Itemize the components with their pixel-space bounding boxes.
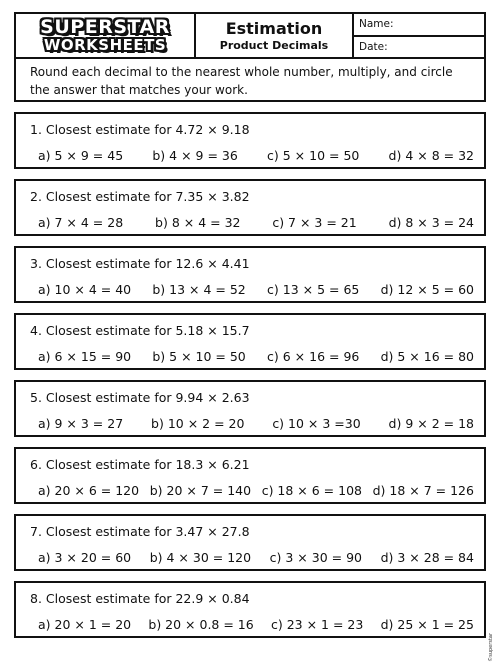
answer-option[interactable]: d) 18 × 7 = 126 <box>372 483 474 498</box>
problem-list <box>14 112 486 638</box>
name-field[interactable]: Name: <box>354 14 484 37</box>
worksheet <box>14 12 486 637</box>
answer-option[interactable]: c) 3 × 30 = 90 <box>269 550 362 565</box>
answer-option[interactable]: a) 6 × 15 = 90 <box>38 349 132 364</box>
problem-question: 1. Closest estimate for 4.72 × 9.18 <box>30 122 250 137</box>
answer-option[interactable]: d) 8 × 3 = 24 <box>388 215 474 230</box>
logo-line2: WORKSHEETS <box>43 35 167 54</box>
answer-option[interactable]: c) 6 × 16 = 96 <box>267 349 360 364</box>
copyright-note: ©superstar <box>488 633 494 662</box>
answer-option[interactable]: a) 5 × 9 = 45 <box>38 148 124 163</box>
page-subtitle: Product Decimals <box>219 38 329 52</box>
answer-option[interactable]: c) 5 × 10 = 50 <box>267 148 360 163</box>
answer-options <box>38 550 474 565</box>
answer-options <box>38 617 474 632</box>
page-title: Estimation <box>225 18 323 38</box>
answer-option[interactable]: b) 4 × 9 = 36 <box>152 148 238 163</box>
answer-options <box>38 483 474 498</box>
answer-option[interactable]: b) 13 × 4 = 52 <box>152 282 246 297</box>
answer-option[interactable]: a) 10 × 4 = 40 <box>38 282 132 297</box>
problem-question: 3. Closest estimate for 12.6 × 4.41 <box>30 256 250 271</box>
problem-box <box>14 581 486 638</box>
answer-option[interactable]: d) 9 × 2 = 18 <box>388 416 474 431</box>
answer-option[interactable]: a) 20 × 6 = 120 <box>38 483 140 498</box>
answer-option[interactable]: c) 7 × 3 = 21 <box>272 215 357 230</box>
answer-option[interactable]: b) 4 × 30 = 120 <box>149 550 252 565</box>
worksheet-header <box>14 12 486 59</box>
problem-box <box>14 246 486 303</box>
answer-option[interactable]: c) 18 × 6 = 108 <box>261 483 362 498</box>
answer-option[interactable]: c) 10 × 3 =30 <box>272 416 361 431</box>
answer-option[interactable]: c) 13 × 5 = 65 <box>267 282 360 297</box>
answer-option[interactable]: b) 5 × 10 = 50 <box>152 349 246 364</box>
answer-option[interactable]: d) 25 × 1 = 25 <box>380 617 474 632</box>
problem-box <box>14 447 486 504</box>
name-date-box <box>354 14 484 57</box>
answer-option[interactable]: d) 12 × 5 = 60 <box>380 282 474 297</box>
problem-box <box>14 313 486 370</box>
answer-option[interactable]: d) 5 × 16 = 80 <box>380 349 474 364</box>
problem-box <box>14 112 486 169</box>
date-field[interactable]: Date: <box>359 40 388 53</box>
problem-question: 7. Closest estimate for 3.47 × 27.8 <box>30 524 250 539</box>
answer-option[interactable]: a) 20 × 1 = 20 <box>38 617 132 632</box>
answer-options <box>38 282 474 297</box>
answer-option[interactable]: b) 10 × 2 = 20 <box>151 416 245 431</box>
problem-box <box>14 380 486 437</box>
problem-question: 6. Closest estimate for 18.3 × 6.21 <box>30 457 250 472</box>
answer-option[interactable]: a) 7 × 4 = 28 <box>38 215 124 230</box>
answer-options <box>38 215 474 230</box>
answer-options <box>38 416 474 431</box>
logo-line1: SUPERSTAR <box>40 15 170 38</box>
superstar-logo <box>16 14 196 57</box>
answer-option[interactable]: d) 3 × 28 = 84 <box>380 550 474 565</box>
problem-question: 5. Closest estimate for 9.94 × 2.63 <box>30 390 250 405</box>
problem-box <box>14 514 486 571</box>
answer-option[interactable]: a) 9 × 3 = 27 <box>38 416 124 431</box>
problem-question: 8. Closest estimate for 22.9 × 0.84 <box>30 591 250 606</box>
problem-question: 4. Closest estimate for 5.18 × 15.7 <box>30 323 250 338</box>
problem-box <box>14 179 486 236</box>
answer-option[interactable]: b) 20 × 7 = 140 <box>149 483 252 498</box>
answer-option[interactable]: b) 20 × 0.8 = 16 <box>148 617 254 632</box>
instructions: Round each decimal to the nearest whole number, multiply, and circle the answer that matches your work. <box>14 59 486 102</box>
answer-option[interactable]: a) 3 × 20 = 60 <box>38 550 132 565</box>
problem-question: 2. Closest estimate for 7.35 × 3.82 <box>30 189 250 204</box>
answer-option[interactable]: c) 23 × 1 = 23 <box>270 617 364 632</box>
answer-options <box>38 349 474 364</box>
answer-option[interactable]: d) 4 × 8 = 32 <box>388 148 474 163</box>
title-box <box>196 14 354 57</box>
answer-option[interactable]: b) 8 × 4 = 32 <box>155 215 241 230</box>
answer-options <box>38 148 474 163</box>
